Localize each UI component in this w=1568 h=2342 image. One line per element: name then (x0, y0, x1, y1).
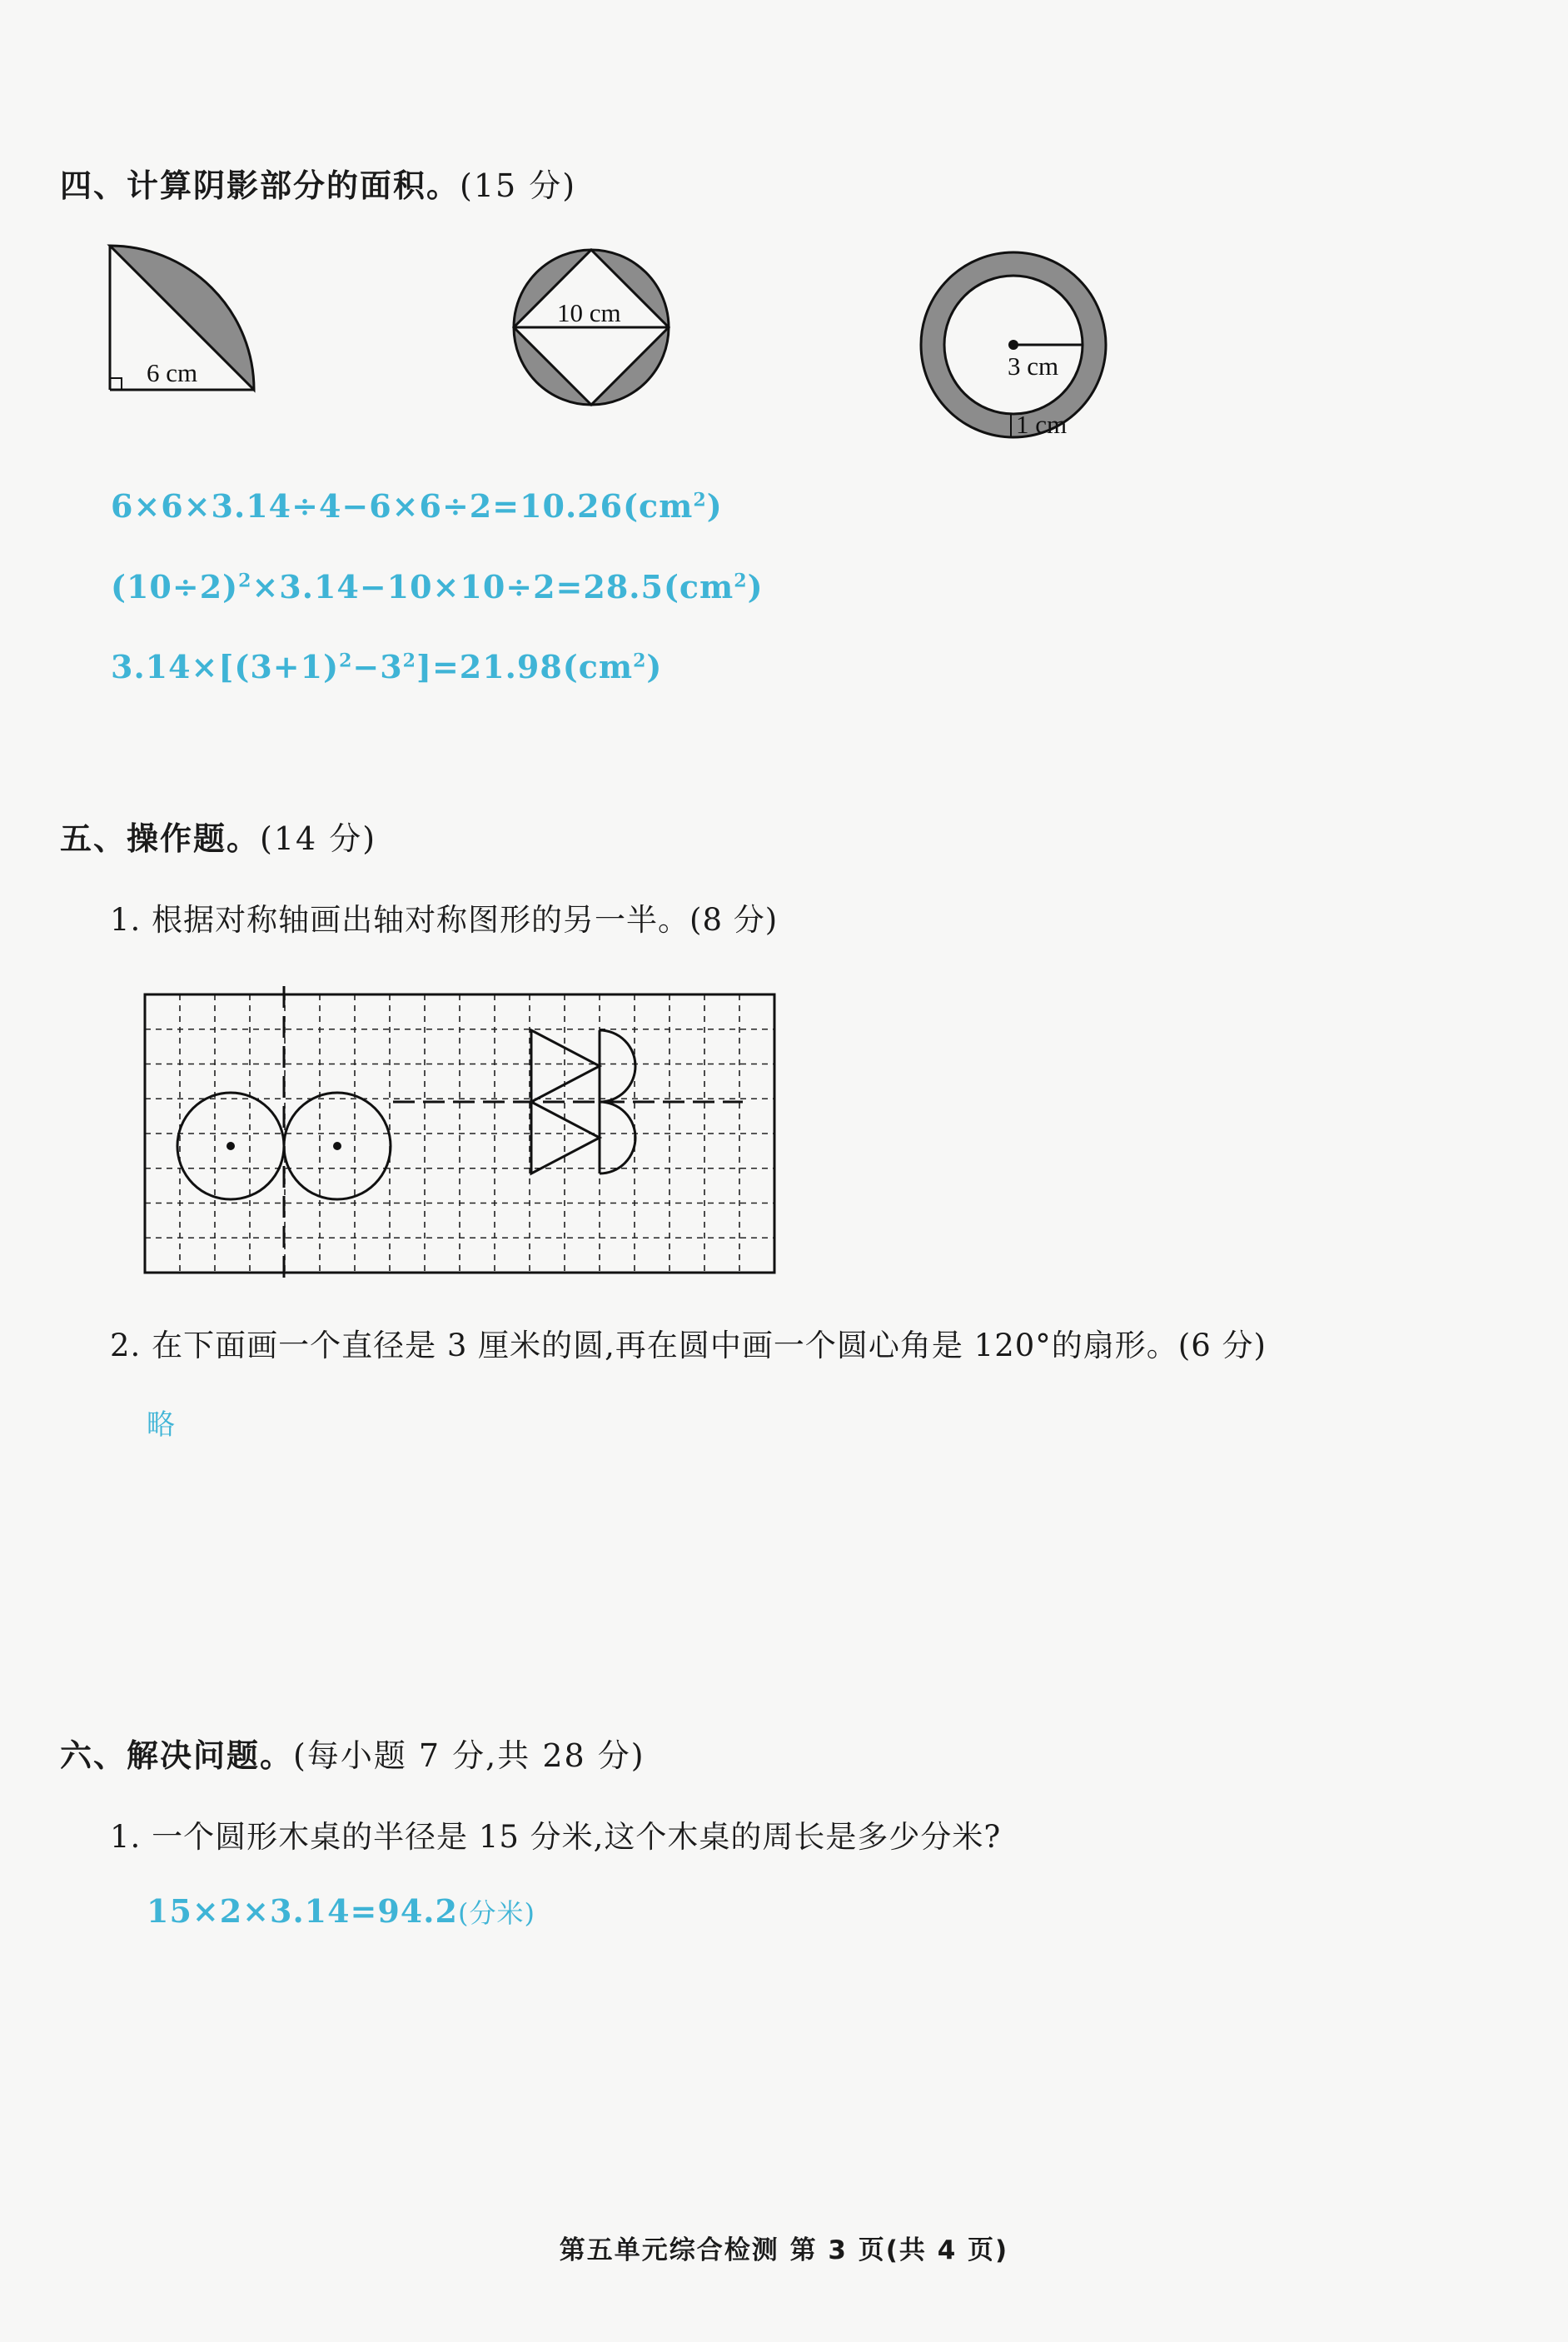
figure-ring (913, 248, 1130, 448)
answer-5-2: 略 (147, 1408, 176, 1442)
answer-4-2: $(10\div 2)^2\times 3.14-10\times 10\div 2=28.5(cm^2)$ (111, 568, 764, 605)
figure-3-radius-label: 3 cm (1008, 351, 1059, 381)
figure-1-label: 6 cm (147, 358, 198, 387)
answer-4-3: $3.14\times[(3+1)^2-3^2]=21.98(cm^2)$ (111, 648, 663, 685)
section-6-title: 六、解决问题。(每小题 7 分,共 28 分) (60, 1737, 645, 1774)
question-5-1: 1. 根据对称轴画出轴对称图形的另一半。(8 分) (110, 902, 779, 938)
figure-quarter-circle-segment (100, 242, 266, 400)
question-6-1: 1. 一个圆形木桌的半径是 15 分米,这个木桌的周长是多少分米? (110, 1819, 1002, 1855)
page-footer: 第五单元综合检测 第 3 页(共 4 页) (559, 2235, 1009, 2265)
section-4-title: 四、计算阴影部分的面积。(15 分) (60, 167, 577, 204)
question-5-2: 2. 在下面画一个直径是 3 厘米的圆,再在圆中画一个圆心角是 120°的扇形。(6 分) (110, 1328, 1267, 1363)
figure-2-label: 10 cm (557, 298, 621, 327)
figure-circle-square (511, 246, 678, 412)
section-5-title: 五、操作题。(14 分) (60, 820, 377, 857)
symmetry-grid-figure (143, 993, 778, 1276)
figure-3-width-label: 1 cm (1016, 410, 1068, 439)
answer-6-1: 15×2×3.14=94.2(分米) (147, 1892, 535, 1930)
answer-4-1: $6\times 6\times 3.14\div 4-6\times 6\div 2=10.26(cm^2)$ (111, 487, 723, 525)
